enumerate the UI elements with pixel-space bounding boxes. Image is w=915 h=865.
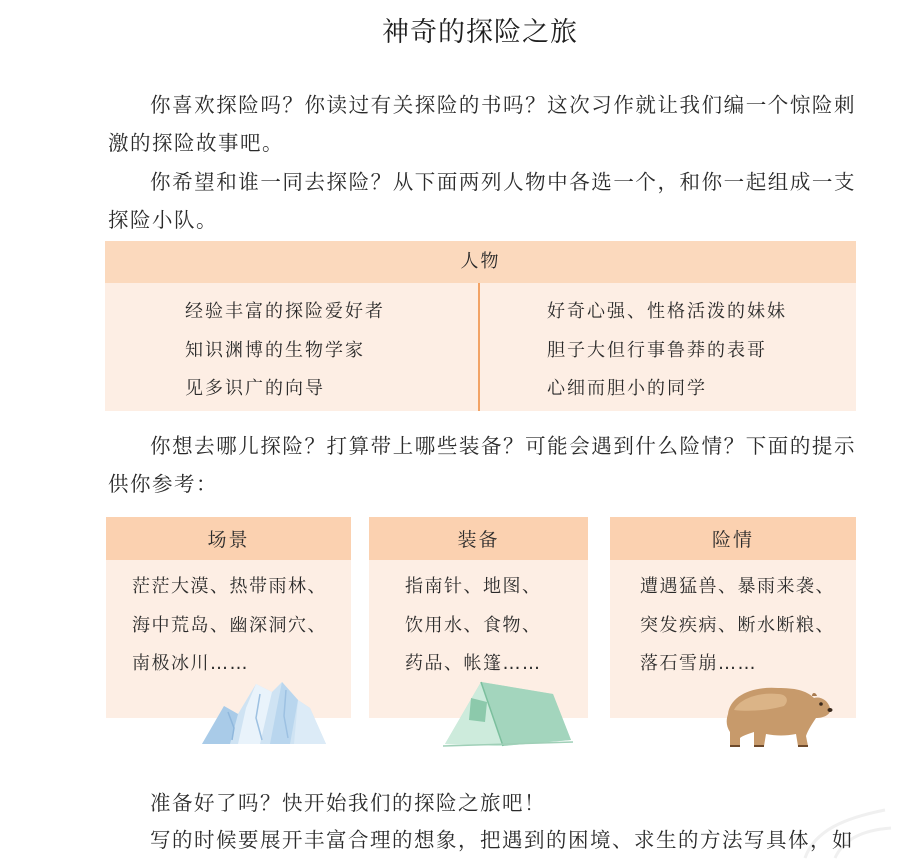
- character-item: 心细而胆小的同学: [547, 378, 707, 399]
- card-line: 落石雪崩……: [640, 653, 757, 674]
- column-divider: [478, 283, 480, 411]
- equipment-card-header: 装备: [369, 517, 588, 560]
- card-line: 茫茫大漠、热带雨林、: [132, 576, 327, 597]
- hint-paragraph: 你想去哪儿探险？打算带上哪些装备？可能会遇到什么险情？下面的提示供你参考：: [108, 434, 856, 496]
- glacier-illustration: [198, 678, 330, 746]
- character-item: 知识渊博的生物学家: [185, 339, 365, 361]
- intro-paragraph: 你喜欢探险吗？你读过有关探险的书吗？这次习作就让我们编一个惊险刺激的探险故事吧。: [108, 93, 856, 155]
- ready-paragraph: 准备好了吗？快开始我们的探险之旅吧！: [150, 791, 546, 815]
- instruction-paragraph: 写的时候要展开丰富合理的想象，把遇到的困境、求生的方法写具体，如: [150, 828, 854, 852]
- companion-paragraph: 你希望和谁一同去探险？从下面两列人物中各选一个，和你一起组成一支探险小队。: [108, 170, 856, 232]
- card-line: 突发疾病、断水断粮、: [640, 614, 835, 636]
- card-line: 饮用水、食物、: [405, 614, 542, 636]
- characters-table: [105, 241, 856, 411]
- character-item: 胆子大但行事鲁莽的表哥: [547, 339, 767, 361]
- character-item: 见多识广的向导: [185, 378, 325, 399]
- card-line: 药品、帐篷……: [405, 653, 542, 674]
- character-item: 经验丰富的探险爱好者: [185, 301, 385, 322]
- danger-card-header: 险情: [610, 517, 856, 560]
- card-line: 遭遇猛兽、暴雨来袭、: [640, 576, 835, 597]
- page-title: 神奇的探险之旅: [382, 17, 578, 48]
- tent-illustration: [443, 680, 575, 748]
- characters-table-header: 人物: [105, 241, 856, 283]
- card-line: 指南针、地图、: [405, 576, 542, 597]
- characters-right-column: [547, 293, 787, 409]
- character-item: 好奇心强、性格活泼的妹妹: [547, 301, 787, 322]
- characters-left-column: [185, 293, 385, 409]
- card-line: 海中荒岛、幽深洞穴、: [132, 614, 327, 636]
- bear-illustration: [720, 680, 835, 748]
- card-line: 南极冰川……: [132, 653, 249, 674]
- scene-card-header: 场景: [106, 517, 351, 560]
